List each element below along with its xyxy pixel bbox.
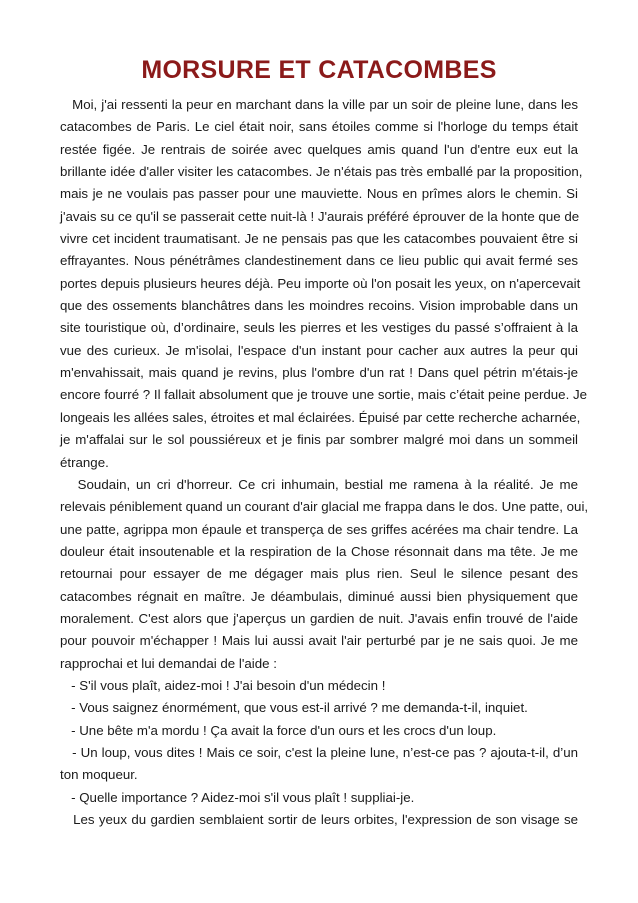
text-line: mais je ne voulais pas passer pour une mauviette. Nous en prîmes alors le chemin. Si [60,186,578,202]
document-title: MORSURE ET CATACOMBES [141,56,497,84]
text-line: brillante idée d'aller visiter les catacombes. Je n'étais pas très emballé par la proposition, [60,164,583,180]
text-line: Les yeux du gardien semblaient sortir de leurs orbites, l'expression de son visage se [60,812,578,827]
text-line: vivre cet incident traumatisant. Je ne pensais pas que les catacombes pouvaient être si [60,231,578,247]
text-line: encore fourré ? Il fallait absolument que je trouve une sortie, mais c’était peine perdue. Je [60,387,588,403]
text-line: étrange. [60,454,109,470]
text-line: vue des curieux. Je m'isolai, l'espace d'un instant pour cacher aux autres la peur qui [60,342,578,358]
text-line: longeais les allées sales, étroites et mal éclairées. Épuisé par cette recherche acharnée, [60,409,581,425]
text-line: je m'affalai sur le sol poussiéreux et je finis par sombrer malgré moi dans un sommeil [60,432,578,448]
text-line: restée figée. Je rentrais de soirée avec quelques amis quand l'un d'entre eux eut la [60,141,578,157]
text-line: m'envahissait, mais quand je revins, plus l'ombre d'un rat ! Dans quel pétrin m'étais-je [60,365,578,381]
text-line: - Vous saignez énormément, que vous est-il arrivé ? me demanda-t-il, inquiet. [60,700,528,716]
text-line: moralement. C'est alors que j'aperçus un gardien de nuit. J'avais enfin trouvé de l'aide [60,610,578,626]
text-line: douleur était insoutenable et la respiration de la Chose résonnait dans ma tête. Je me [60,543,578,559]
text-line: Soudain, un cri d'horreur. Ce cri inhumain, bestial me ramena à la réalité. Je me [60,476,578,492]
text-line: - S'il vous plaît, aidez-moi ! J'ai besoin d'un médecin ! [60,677,386,693]
text-line: ton moqueur. [60,767,138,783]
text-line: pour pouvoir m'échapper ! Mais lui aussi avait l'air perturbé par je ne sais quoi. Je me [60,633,578,649]
text-line: une patte, agrippa mon épaule et transperça de ses griffes acérées ma chair tendre. La [60,521,578,537]
text-line: - Une bête m'a mordu ! Ça avait la force d'un ours et les crocs d'un loup. [60,722,497,738]
text-line: - Un loup, vous dites ! Mais ce soir, c'est la pleine lune, n’est-ce pas ? ajouta-t-il, d’un [60,744,578,760]
text-line: Moi, j'ai ressenti la peur en marchant dans la ville par un soir de pleine lune, dans les [60,97,578,112]
text-line: effrayantes. Nous pénétrâmes clandestinement dans ce lieu public qui avait fermé ses [60,253,578,269]
text-line: rapprochai et lui demandai de l'aide : [60,655,277,671]
text-line: portes depuis plusieurs heures déjà. Peu importe où l'on posait les yeux, on n'apercevait [60,275,581,291]
text-line: site touristique où, d’ordinaire, seuls les pierres et les vestiges du passé s’offraient à la [60,320,578,336]
text-line: que des ossements blanchâtres dans les moindres recoins. Vision improbable dans un [60,298,578,314]
text-line: j'avais su ce qu'il se passerait cette nuit-là ! J'aurais préféré éprouver de la honte que de [60,208,580,224]
text-line: catacombes de Paris. Le ciel était noir, sans étoiles comme si l'horloge du temps était [60,119,578,135]
text-line: catacombes régnait en maître. Je déambulais, diminué aussi bien physiquement que [60,588,578,604]
text-line: - Quelle importance ? Aidez-moi s'il vous plaît ! suppliai-je. [60,789,415,805]
story-body [60,94,589,831]
text-line: retournai pour essayer de me dégager mais plus rien. Seul le silence pesant des [60,566,578,582]
text-line: relevais péniblement quand un courant d'air glacial me frappa dans le dos. Une patte, oui, [60,499,589,515]
